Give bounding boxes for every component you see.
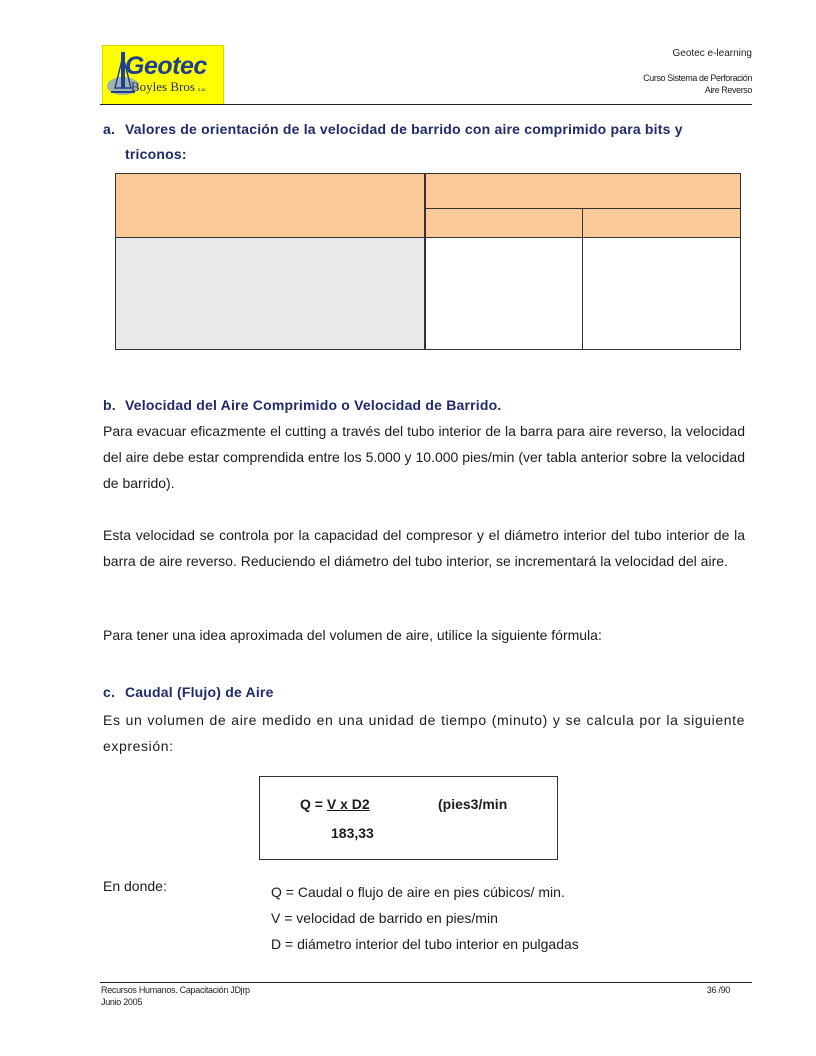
definition-item: D = diámetro interior del tubo interior en pulgadas: [271, 936, 579, 952]
section-a-title-line2: triconos:: [125, 146, 187, 162]
header-brand: Geotec e-learning: [672, 48, 752, 59]
section-c-title: c. Caudal (Flujo) de Aire: [103, 684, 274, 700]
section-b-paragraph-1: Para evacuar eficazmente el cutting a través del tubo interior de la barra para aire reverso, la velocidad del aire debe estar comprendida entre los 5.000 y 10.000 pies/min (ver tabla anterior sobre la velocidad de barrido).: [103, 423, 745, 491]
header-course: Curso Sistema de Perforación: [643, 73, 752, 83]
logo-word: Geotec: [125, 52, 207, 80]
header-topic: Aire Reverso: [704, 85, 752, 95]
section-b-title: b. Velocidad del Aire Comprimido o Velocidad de Barrido.: [103, 397, 502, 413]
definition-item: V = velocidad de barrido en pies/min: [271, 910, 498, 926]
footer-department: Recursos Humanos. Capacitación JDjrp: [101, 985, 250, 995]
logo-subtitle: Boyles Bros s.a.: [131, 79, 207, 94]
table-body-cell: [116, 237, 426, 349]
header-rule: [100, 104, 752, 105]
table-header-cell: [426, 209, 583, 237]
formula-numerator: Q = V x D2: [300, 796, 370, 812]
company-logo: [102, 45, 224, 105]
formula-unit: (pies3/min: [438, 796, 508, 812]
page-number: 36 /90: [706, 985, 730, 995]
table-header-cell: [116, 174, 426, 237]
footer-date: Junio 2005: [101, 997, 143, 1007]
formula-denominator: 183,33: [331, 825, 374, 841]
section-b-paragraph-3: Para tener una idea aproximada del volumen de aire, utilice la siguiente fórmula:: [103, 627, 602, 643]
definitions-intro: En donde:: [103, 878, 167, 894]
definition-item: Q = Caudal o flujo de aire en pies cúbicos/ min.: [271, 884, 565, 900]
table-header-cell: [426, 174, 740, 209]
section-a-title-line1: a. Valores de orientación de la velocidad de barrido con aire comprimido para bits y: [103, 121, 683, 137]
section-c-paragraph: Es un volumen de aire medido en una unidad de tiempo (minuto) y se calcula por la siguiente expresión:: [103, 712, 745, 754]
table-body-cell: [583, 237, 740, 349]
footer-rule: [100, 982, 752, 983]
table-header-cell: [583, 209, 740, 237]
section-b-paragraph-2: Esta velocidad se controla por la capacidad del compresor y el diámetro interior del tubo interior de la barra de aire reverso. Reduciendo el diámetro del tubo interior, se incrementará la velocidad del aire.: [103, 527, 745, 569]
table-body-cell: [426, 237, 583, 349]
velocity-table: [115, 173, 741, 350]
formula-box: [259, 776, 558, 860]
